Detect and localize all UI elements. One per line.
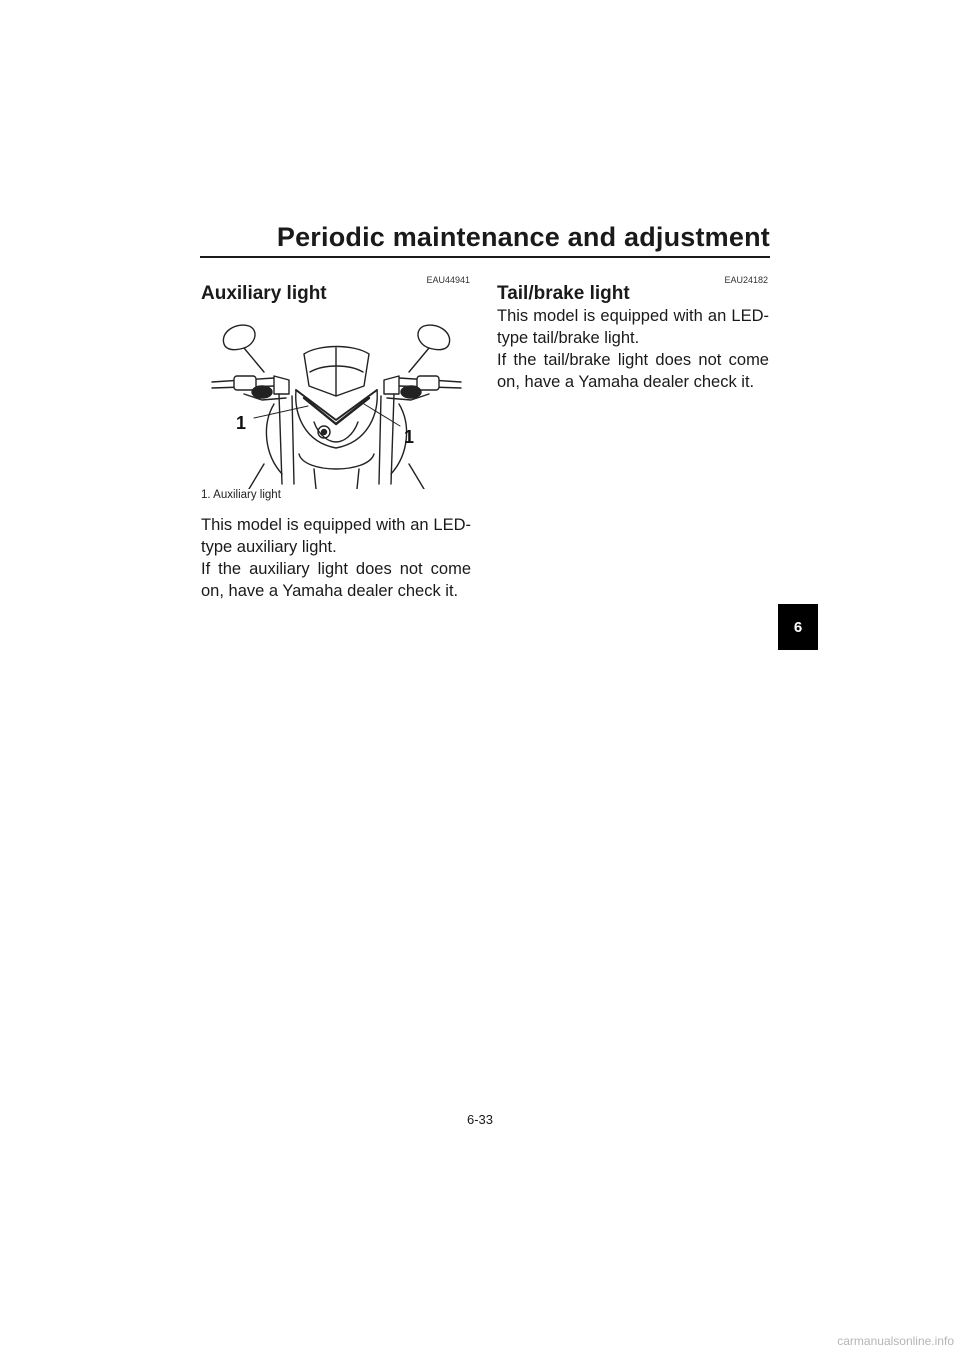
title-rule bbox=[200, 256, 770, 258]
paragraph: If the auxiliary light does not come on, have a Yamaha dealer check it. bbox=[201, 560, 471, 600]
section-code: EAU44941 bbox=[426, 275, 470, 285]
motorcycle-front-illustration bbox=[204, 314, 469, 489]
callout-label-left: 1 bbox=[236, 413, 247, 433]
callout-label-right: 1 bbox=[404, 427, 415, 447]
watermark: carmanualsonline.info bbox=[837, 1334, 954, 1348]
paragraph: This model is equipped with an LED-type auxiliary light. bbox=[201, 516, 471, 556]
page-number: 6-33 bbox=[466, 1112, 494, 1127]
figure-caption: 1. Auxiliary light bbox=[201, 489, 281, 501]
section-code: EAU24182 bbox=[724, 275, 768, 285]
chapter-tab: 6 bbox=[778, 604, 818, 650]
section-heading: Auxiliary light bbox=[201, 283, 327, 304]
page-title: Periodic maintenance and adjustment bbox=[276, 222, 770, 252]
paragraph: If the tail/brake light does not come on, have a Yamaha dealer check it. bbox=[497, 351, 769, 391]
paragraph: This model is equipped with an LED-type tail/brake light. bbox=[497, 307, 769, 347]
section-heading: Tail/brake light bbox=[497, 283, 630, 304]
